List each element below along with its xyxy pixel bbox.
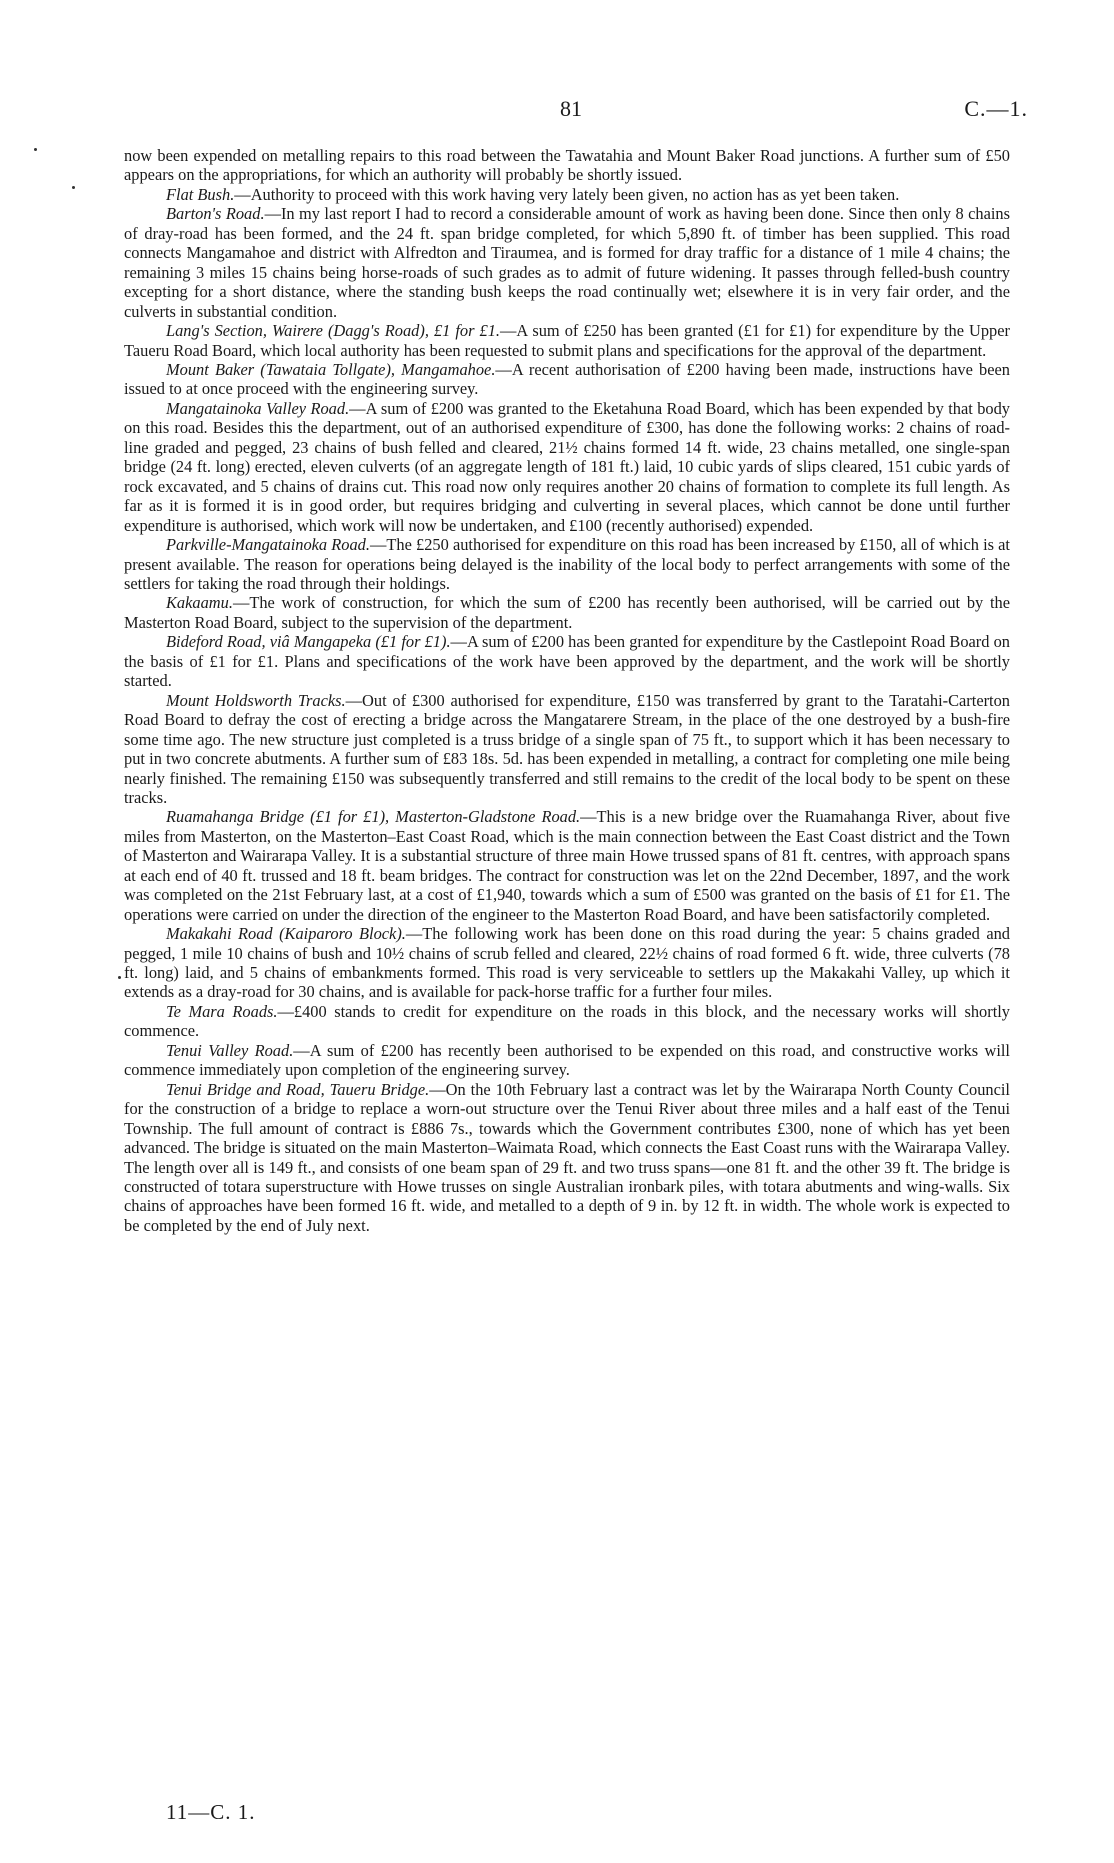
paragraph — [124, 691, 1010, 808]
paragraph-text: —In my last report I had to record a considerable amount of work as having been done. Since then only 8 chains of dray-road has been formed, and the 24 ft. span bridge completed, for which 5,890 ft. of timber has been supplied. This road connects Mangamahoe and district with Alfredton and Tiraumea, and is formed for dray traffic for a distance of 1 mile 4 chains; the remaining 3 miles 15 chains being horse-roads of such grades as to admit of future widening. It passes through felled-bush country excepting for a short distance, where the standing bush keeps the road continually wet; elsewhere it is in very fair order, and the culverts in substantial condition. — [124, 204, 1010, 321]
paragraph — [124, 146, 1010, 185]
paragraph-text: —£400 stands to credit for expenditure on the roads in this block, and the necessary works will shortly commence. — [124, 1001, 1010, 1041]
paragraph-text: —A recent authorisation of £200 having been made, instructions have been issued to at once proceed with the engineering survey. — [124, 359, 1010, 399]
paragraph — [124, 1002, 1010, 1041]
paragraph — [124, 1041, 1010, 1080]
paragraph — [124, 807, 1010, 924]
paragraph — [124, 593, 1010, 632]
paragraph-text: —The £250 authorised for expenditure on this road has been increased by £150, all of which is at present available. The reason for operations being delayed is the inability of the local body to perfect arrangements with some of the settlers for taking the road through their holdings. — [124, 535, 1010, 593]
paragraph-text: —This is a new bridge over the Ruamahanga River, about five miles from Masterton, on the Masterton–East Coast Road, which is the main connection between the East Coast district and the Town of Masterton and Wairarapa Valley. It is a substantial structure of three main Howe trussed spans of 81 ft. centres, with approach spans at each end of 40 ft. trussed and 18 ft. beam bridges. The contract for construction was let on the 22nd December, 1897, and the work was completed on the 21st February last, at a cost of £1,940, towards which a sum of £500 was granted on the basis of £1 for £1. The operations were carried on under the direction of the engineer to the Masterton Road Board, and have been satisfactorily completed. — [124, 807, 1010, 924]
paragraph — [124, 535, 1010, 593]
paragraph-heading: Kakaamu. — [166, 593, 233, 613]
paragraph-text: —A sum of £200 has recently been authorised to be expended on this road, and constructive works will commence immediately upon completion of the engineering survey. — [124, 1040, 1010, 1080]
paragraph-heading: Parkville-Mangatainoka Road. — [166, 535, 370, 555]
paragraph-heading: Tenui Bridge and Road, Taueru Bridge. — [166, 1079, 430, 1099]
paragraph — [124, 360, 1010, 399]
paragraph-text: —Authority to proceed with this work having very lately been given, no action has as yet been taken. — [234, 184, 900, 204]
report-body — [124, 146, 1010, 1235]
margin-mark — [118, 976, 121, 979]
paragraph-heading: Lang's Section, Wairere (Dagg's Road), £1 for £1. — [166, 321, 500, 341]
paragraph-heading: Mount Baker (Tawataia Tollgate), Mangamahoe. — [166, 359, 496, 379]
paragraph-heading: Makakahi Road (Kaiparoro Block). — [166, 924, 406, 944]
paragraph-text: —Out of £300 authorised for expenditure, £150 was transferred by grant to the Taratahi-Carterton Road Board to defray the cost of erecting a bridge across the Mangatarere Stream, in the place of the one destroyed by a bush-fire some time ago. The new structure just completed is a truss bridge of a single span of 75 ft., to support which it has been necessary to put in two concrete abutments. A further sum of £83 18s. 5d. has been expended in metalling, a contract for completing one mile being nearly finished. The remaining £150 was subsequently transferred and still remains to the credit of the local body to be spent on these tracks. — [124, 690, 1011, 807]
paragraph-heading: Mount Holdsworth Tracks. — [166, 690, 346, 710]
paragraph — [124, 204, 1010, 321]
paragraph-heading: Bideford Road, viâ Mangapeka (£1 for £1). — [166, 632, 451, 652]
paragraph — [124, 185, 1010, 204]
document-reference: C.—1. — [964, 96, 1028, 121]
paragraph-heading: Tenui Valley Road. — [166, 1040, 294, 1060]
paragraph-text: now been expended on metalling repairs to this road between the Tawatahia and Mount Baker Road junctions. A further sum of £50 appears on the appropriations, for which an authority will probably be shortly issued. — [124, 146, 1010, 185]
paragraph-text: —On the 10th February last a contract was let by the Wairarapa North County Council for the construction of a bridge to replace a worn-out structure over the Tenui River about three miles and a half east of the Tenui Township. The full amount of contract is £886 7s., towards which the Government contributes £300, none of which has yet been advanced. The bridge is situated on the main Masterton–Waimata Road, which connects the East Coast runs with the Wairarapa Valley. The length over all is 149 ft., and consists of one beam span of 29 ft. and two truss spans—one 81 ft. and the other 39 ft. The bridge is constructed of totara superstructure with Howe trusses on single Australian ironbark piles, with totara abutments and wing-walls. Six chains of approaches have been formed 16 ft. wide, and metalled to a depth of 9 in. by 12 ft. in width. The whole work is expected to be completed by the end of July next. — [124, 1079, 1010, 1235]
page-header — [0, 96, 1114, 130]
paragraph — [124, 924, 1010, 1002]
signature-mark: 11—C. 1. — [166, 1800, 256, 1824]
margin-mark — [34, 148, 37, 151]
paragraph — [124, 321, 1010, 360]
paragraph-text: —A sum of £250 has been granted (£1 for £1) for expenditure by the Upper Taueru Road Board, which local authority has been requested to submit plans and specifications for the approval of the department. — [124, 321, 1010, 360]
paragraph — [124, 399, 1010, 535]
paragraph-text: —A sum of £200 was granted to the Eketahuna Road Board, which has been expended by that body on this road. Besides this the department, out of an authorised expenditure of £300, has done the following works: 2 chains of road-line graded and pegged, 23 chains of bush felled and cleared, 21½ chains formed 14 ft. wide, 23 chains metalled, one single-span bridge (24 ft. long) erected, eleven culverts (of an aggregate length of 181 ft.) laid, 10 cubic yards of slips cleared, 151 cubic yards of rock excavated, and 5 chains of drains cut. This road now only requires another 20 chains of formation to complete its full length. As far as it is formed it is in good order, but requires bridging and culverting in several places, which cannot be done until further expenditure is authorised, which work will now be undertaken, and £100 (recently authorised) expended. — [124, 398, 1010, 535]
paragraph-heading: Flat Bush. — [166, 184, 235, 204]
margin-mark — [72, 186, 75, 189]
paragraph-text: —A sum of £200 has been granted for expenditure by the Castlepoint Road Board on the basis of £1 for £1. Plans and specifications of the work have been approved by the department, and the work will be shortly started. — [124, 632, 1010, 691]
paragraph-heading: Te Mara Roads. — [166, 1001, 278, 1021]
paragraph-text: —The following work has been done on this road during the year: 5 chains graded and pegged, 1 mile 10 chains of bush and 10½ chains of scrub felled and cleared, 22½ chains of road formed 6 ft. wide, three culverts (78 ft. long) laid, and 5 chains of embankments formed. This road is very serviceable to settlers up the Makakahi Valley, up which it extends as a dray-road for 30 chains, and is available for pack-horse traffic for a further four miles. — [124, 924, 1010, 1002]
paragraph-heading: Mangatainoka Valley Road. — [166, 398, 350, 418]
paragraph — [124, 632, 1010, 690]
paragraph-heading: Ruamahanga Bridge (£1 for £1), Masterton-Gladstone Road. — [166, 807, 581, 827]
paragraph — [124, 1080, 1010, 1236]
paragraph-heading: Barton's Road. — [166, 204, 265, 224]
page-number: 81 — [560, 96, 582, 121]
paragraph-text: —The work of construction, for which the sum of £200 has recently been authorised, will be carried out by the Masterton Road Board, subject to the supervision of the department. — [124, 593, 1010, 632]
